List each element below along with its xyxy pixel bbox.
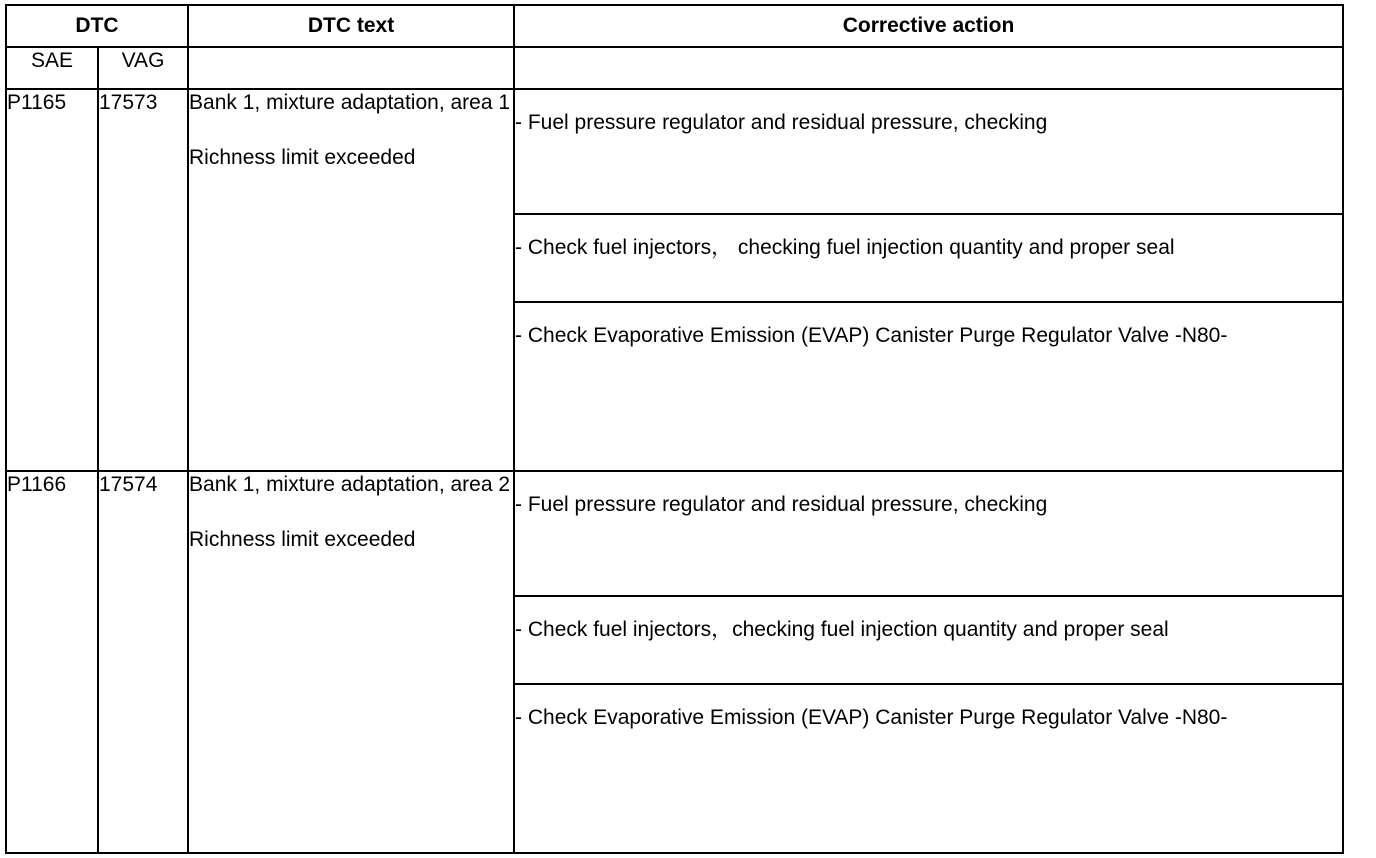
table-row [6, 89, 1343, 214]
corrective-action: - Fuel pressure regulator and residual pressure, checking [514, 89, 1343, 214]
vag-code: 17574 [98, 471, 188, 853]
corrective-action: - Check fuel injectors， checking fuel injection quantity and proper seal [514, 214, 1343, 302]
corrective-action: - Check Evaporative Emission (EVAP) Canister Purge Regulator Valve -N80- [514, 302, 1343, 471]
table-row [6, 471, 1343, 596]
subheader-empty-action [514, 47, 1343, 89]
dtc-table [5, 4, 1344, 854]
dtc-text-cell [188, 89, 514, 471]
corrective-action: - Check Evaporative Emission (EVAP) Canister Purge Regulator Valve -N80- [514, 684, 1343, 853]
sae-code: P1166 [6, 471, 98, 853]
dtc-text-cell [188, 471, 514, 853]
dtc-condition: Richness limit exceeded [189, 146, 416, 169]
dtc-description: Bank 1, mixture adaptation, area 2 [189, 473, 511, 496]
corrective-action: - Fuel pressure regulator and residual pressure, checking [514, 471, 1343, 596]
vag-code: 17573 [98, 89, 188, 471]
header-corrective-action: Corrective action [514, 5, 1343, 47]
header-dtc-text: DTC text [188, 5, 514, 47]
dtc-condition: Richness limit exceeded [189, 528, 416, 551]
corrective-action: - Check fuel injectors，checking fuel injection quantity and proper seal [514, 596, 1343, 684]
header-vag: VAG [98, 47, 188, 89]
dtc-description: Bank 1, mixture adaptation, area 1 [189, 91, 511, 114]
header-row [6, 5, 1343, 47]
header-sae: SAE [6, 47, 98, 89]
sae-code: P1165 [6, 89, 98, 471]
header-dtc: DTC [6, 5, 188, 47]
subheader-empty-text [188, 47, 514, 89]
subheader-row [6, 47, 1343, 89]
